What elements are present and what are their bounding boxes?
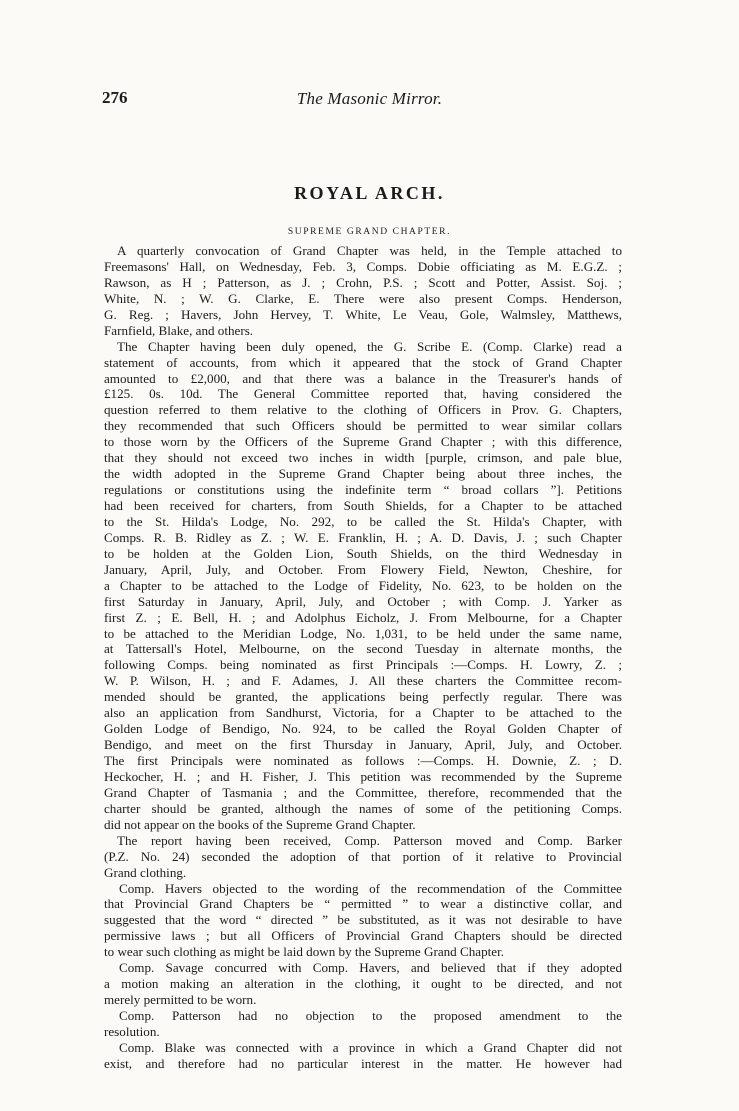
text-line: G. Reg. ; Havers, John Hervey, T. White, Le Veau, Gole, Walmsley, Matthews, <box>104 306 622 322</box>
text-line: had been received for charters, from South Shields, for a Chapter to be attached <box>104 498 622 513</box>
text-line: Grand Chapter of Tasmania ; and the Committee, therefore, recommended that the <box>104 784 622 800</box>
page-number: 276 <box>102 88 128 107</box>
text-line: Comp. Savage concurred with Comp. Havers, and believed that if they adopted <box>119 960 622 976</box>
text-line: Rawson, as H ; Patterson, as J. ; Crohn, P.S. ; Scott and Potter, Assist. Soj. ; <box>104 274 622 290</box>
text-line: The report having been received, Comp. Patterson moved and Comp. Barker <box>117 832 622 848</box>
text-line: the width adopted in the Supreme Grand Chapter being about three inches, the <box>104 466 622 482</box>
text-line: Freemasons' Hall, on Wednesday, Feb. 3, Comps. Dobie officiating as M. E.G.Z. ; <box>104 258 622 274</box>
text-line: A quarterly convocation of Grand Chapter was held, in the Temple attached to <box>117 243 622 258</box>
text-line: a motion making an alteration in the clothing, it ought to be directed, and not <box>104 976 622 992</box>
text-line: £125. 0s. 10d. The General Committee reported that, having considered the <box>104 386 622 402</box>
text-line: Farnfield, Blake, and others. <box>104 322 254 338</box>
text-line: statement of accounts, from which it appeared that the stock of Grand Chapter <box>104 354 622 370</box>
text-line: White, N. ; W. G. Clarke, E. There were also present Comps. Henderson, <box>104 290 622 306</box>
text-line: to those worn by the Officers of the Supreme Grand Chapter ; with this difference, <box>104 434 622 450</box>
text-line: following Comps. being nominated as first Principals :—Comps. H. Lowry, Z. ; <box>104 657 622 673</box>
text-line: amounted to £2,000, and that there was a balance in the Treasurer's hands of <box>104 370 622 386</box>
text-line: first Saturday in January, April, July, and October ; with Comp. J. Yarker as <box>104 593 622 609</box>
text-line: to be holden at the Golden Lion, South Shields, on the third Wednesday in <box>104 545 622 561</box>
text-line: Grand clothing. <box>104 864 187 880</box>
text-line: charter should be granted, although the names of some of the petitioning Comps. <box>104 800 622 816</box>
article-subtitle: SUPREME GRAND CHAPTER. <box>287 227 452 237</box>
text-line: Comp. Havers objected to the wording of the recommendation of the Committee <box>119 880 622 896</box>
text-line: a Chapter to be attached to the Lodge of Fidelity, No. 623, to be holden on the <box>104 577 622 593</box>
text-line: Heckocher, H. ; and H. Fisher, J. This petition was recommended by the Supreme <box>104 768 622 784</box>
text-line: Golden Lodge of Bendigo, No. 924, to be called the Royal Golden Chapter of <box>104 721 622 737</box>
text-line: suggested that the word “ directed ” be substituted, as it was not desirable to have <box>104 912 622 928</box>
text-line: January, April, July, and October. From Flowery Field, Newton, Cheshire, for <box>104 561 622 577</box>
text-line: merely permitted to be worn. <box>104 992 257 1008</box>
text-line: W. P. Wilson, H. ; and F. Adames, J. All these charters the Committee recom- <box>104 673 622 689</box>
text-line: to wear such clothing as might be laid down by the Supreme Grand Chapter. <box>104 944 504 960</box>
text-line: that they should not exceed two inches in width [purple, crimson, and pale blue, <box>104 450 622 466</box>
text-line: Comp. Blake was connected with a province in which a Grand Chapter did not <box>119 1039 622 1055</box>
text-line: The Chapter having been duly opened, the G. Scribe E. (Comp. Clarke) read a <box>117 338 622 354</box>
text-line: The first Principals were nominated as follows :—Comps. H. Downie, Z. ; D. <box>104 753 622 768</box>
text-line: exist, and therefore had no particular interest in the matter. He however had <box>104 1055 622 1071</box>
article-title: ROYAL ARCH. <box>294 183 445 203</box>
text-line: regulations or constitutions using the indefinite term “ broad collars ”]. Petitions <box>104 482 622 498</box>
text-line: they recommended that such Officers should be permitted to wear similar collars <box>104 418 622 434</box>
text-line: also an application from Sandhurst, Victoria, for a Chapter to be attached to the <box>104 705 622 721</box>
text-line: at Tattersall's Hotel, Melbourne, on the second Tuesday in alternate months, the <box>104 641 622 657</box>
text-line: to be attached to the Meridian Lodge, No. 1,031, to be held under the same name, <box>104 625 622 641</box>
text-line: mended should be granted, the applications being perfectly regular. There was <box>104 689 622 705</box>
running-title: The Masonic Mirror. <box>296 89 443 108</box>
text-line: (P.Z. No. 24) seconded the adoption of that portion of it relative to Provincial <box>104 848 622 864</box>
text-line: permissive laws ; but all Officers of Provincial Grand Chapters should be directed <box>104 928 622 944</box>
text-line: did not appear on the books of the Supreme Grand Chapter. <box>104 816 416 832</box>
text-line: Comp. Patterson had no objection to the proposed amendment to the <box>119 1008 622 1023</box>
text-line: resolution. <box>104 1023 160 1039</box>
page-header <box>0 88 739 112</box>
article-body <box>104 243 622 1072</box>
text-line: that Provincial Grand Chapters be “ permitted ” to wear a distinctive collar, and <box>104 896 622 912</box>
text-line: first Z. ; E. Bell, H. ; and Adolphus Eicholz, J. From Melbourne, for a Chapter <box>104 609 622 625</box>
text-line: to the St. Hilda's Lodge, No. 292, to be called the St. Hilda's Chapter, with <box>104 513 622 529</box>
text-line: Comps. R. B. Ridley as Z. ; W. E. Franklin, H. ; A. D. Davis, J. ; such Chapter <box>104 529 622 545</box>
text-line: Bendigo, and meet on the first Thursday in January, April, July, and October. <box>104 737 622 753</box>
text-line: question referred to them relative to the clothing of Officers in Prov. G. Chapters, <box>104 402 622 418</box>
